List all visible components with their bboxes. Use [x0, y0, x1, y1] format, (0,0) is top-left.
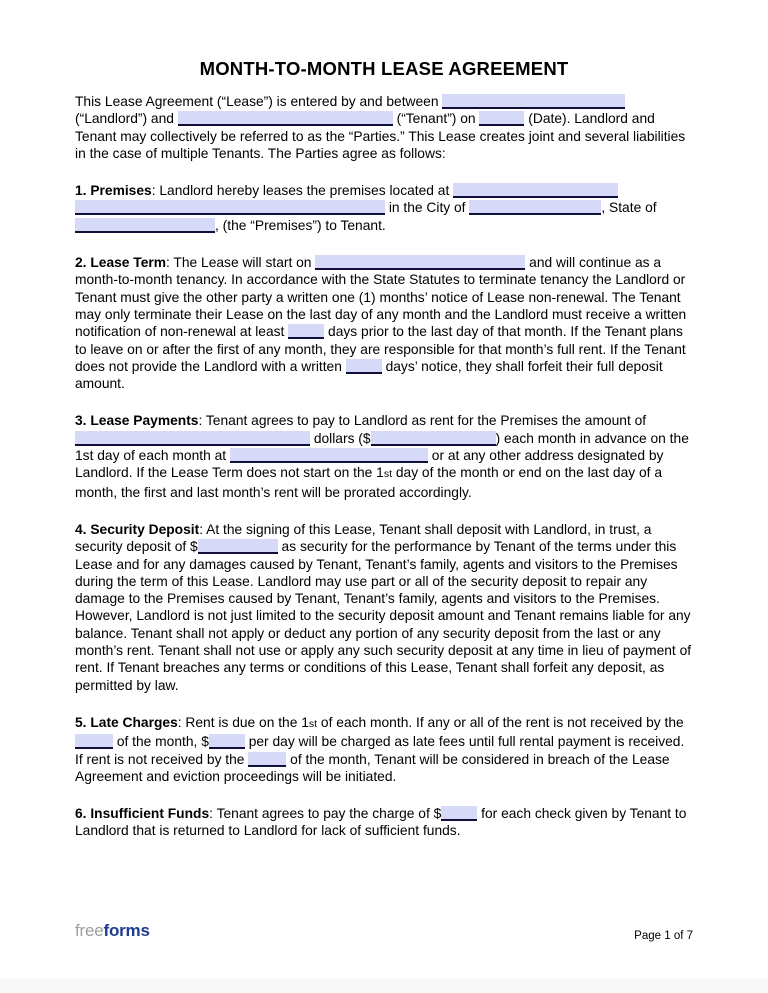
- section-label: 3. Lease Payments: [75, 413, 199, 429]
- state-blank[interactable]: [75, 218, 215, 233]
- section-label: 5. Late Charges: [75, 714, 178, 730]
- nonrenewal-notice-days-blank[interactable]: [288, 324, 324, 339]
- ordinal-suffix: st: [383, 468, 393, 481]
- text-segment: : Landlord hereby leases the premises located at: [151, 183, 454, 199]
- section-2-lease-term: [75, 254, 693, 392]
- ordinal-suffix: st: [308, 717, 318, 730]
- section-4-security-deposit: [75, 521, 693, 694]
- page-number-label: Page 1 of 7: [634, 930, 693, 942]
- text-segment: days’ notice, they shall forfeit their full deposit amount.: [75, 358, 663, 392]
- section-label: 6. Insufficient Funds: [75, 806, 210, 822]
- text-segment: dollars ($: [310, 430, 371, 446]
- text-segment: of each month. If any or all of the rent is not received by the: [317, 714, 684, 730]
- landlord-name-blank[interactable]: [442, 94, 625, 109]
- returned-check-charge-blank[interactable]: [441, 806, 477, 821]
- text-segment: of the month, $: [113, 734, 209, 750]
- document-content: [75, 0, 693, 860]
- text-segment: (“Landlord”) and: [75, 111, 178, 127]
- section-5-late-charges: [75, 714, 693, 785]
- logo-forms-text: forms: [103, 921, 150, 940]
- text-segment: of the month, Tenant will be considered in breach of the Lease Agreement and eviction proceedings will be initiated.: [75, 751, 670, 784]
- section-label: 2. Lease Term: [75, 255, 167, 271]
- rent-amount-words-blank[interactable]: [75, 431, 310, 446]
- document-title: MONTH-TO-MONTH LEASE AGREEMENT: [199, 58, 569, 79]
- text-segment: : At the signing of this Lease, Tenant shall deposit with Landlord, in trust, a security deposit of $: [75, 521, 652, 555]
- text-segment: in the City of: [385, 200, 470, 216]
- text-segment: This Lease Agreement (“Lease”) is entered by and between: [75, 94, 443, 109]
- text-segment: ) each month in advance on the 1st day of each month at: [75, 430, 689, 464]
- intro-paragraph: [75, 93, 693, 162]
- payment-address-blank[interactable]: [230, 448, 428, 463]
- late-fee-amount-blank[interactable]: [209, 734, 245, 749]
- tenant-name-blank[interactable]: [178, 111, 393, 126]
- text-segment: : Tenant agrees to pay the charge of $: [209, 806, 442, 822]
- logo-free-text: free: [75, 921, 104, 940]
- text-segment: or at any other address designated by Landlord. If the Lease Term does not start on the 1: [75, 448, 664, 481]
- text-segment: : Rent is due on the 1: [177, 714, 309, 730]
- section-1-premises: [75, 182, 693, 234]
- text-segment: , State of: [601, 200, 657, 216]
- text-segment: day of the month or end on the last day of a month, the first and last month’s rent will be prorated accordingly.: [75, 465, 662, 500]
- text-segment: per day will be charged as late fees until full rental payment is received. If rent is not received by the: [75, 734, 685, 767]
- text-segment: days prior to the last day of that month. If the Tenant plans to leave on or after the first of any month, they are responsible for that month’s full rent. If the Tenant does not provide the Landlord with a written: [75, 324, 686, 374]
- section-6-insufficient-funds: [75, 805, 693, 840]
- text-segment: for each check given by Tenant to Landlord that is returned to Landlord for lack of sufficient funds.: [75, 806, 687, 839]
- text-segment: : The Lease will start on: [166, 255, 316, 271]
- text-segment: (“Tenant”) on: [392, 111, 480, 127]
- premises-address-blank-2[interactable]: [75, 200, 385, 215]
- section-3-lease-payments: [75, 412, 693, 500]
- section-label: 1. Premises: [75, 183, 152, 199]
- city-blank[interactable]: [469, 200, 601, 215]
- text-segment: (Date). Landlord and Tenant may collectively be referred to as the “Parties.” This Lease creates joint and several liabilities in the case of multiple Tenants. The Parties agree as follows:: [75, 111, 686, 161]
- text-segment: and will continue as a month-to-month tenancy. In accordance with the State Statutes to terminate tenancy the Landlord or Tenant must give the other party a written one (1) months’ notice of Lease non-renewal. The Tenant may only terminate their Lease on the last day of any month and the Landlord must receive a written notification of non-renewal at least: [75, 255, 687, 340]
- rent-amount-number-blank[interactable]: [371, 431, 496, 446]
- text-segment: as security for the performance by Tenant of the terms under this Lease and for any damages caused by Tenant, Tenant’s family, agents and visitors to the Premises during the term of this Lease. Landlord may use part or all of the security deposit to repair any damage to the Premises caused by Tenant, Tenant’s family, agents and visitors to the Premises. However, Landlord is not just limited to the security deposit amount and Tenant remains liable for any balance. Tenant shall not apply or deduct any portion of any security deposit from the last or any month’s rent. Tenant shall not use or apply any such security deposit at any time in lieu of payment of rent. If Tenant breaches any terms or conditions of this Lease, Tenant shall forfeit any deposit, as permitted by law.: [75, 539, 692, 693]
- page-bottom-edge: [0, 979, 768, 993]
- text-segment: , (the “Premises”) to Tenant.: [215, 217, 386, 233]
- lease-start-date-blank[interactable]: [315, 255, 525, 270]
- premises-address-blank-1[interactable]: [453, 183, 618, 198]
- section-label: 4. Security Deposit: [75, 521, 200, 537]
- late-rent-day-blank-1[interactable]: [75, 734, 113, 749]
- security-deposit-amount-blank[interactable]: [198, 539, 278, 554]
- written-notice-days-blank[interactable]: [346, 359, 382, 374]
- late-rent-day-blank-2[interactable]: [248, 752, 286, 767]
- agreement-date-blank[interactable]: [479, 111, 524, 126]
- text-segment: : Tenant agrees to pay to Landlord as rent for the Premises the amount of: [198, 413, 647, 429]
- freeforms-logo: [75, 921, 150, 941]
